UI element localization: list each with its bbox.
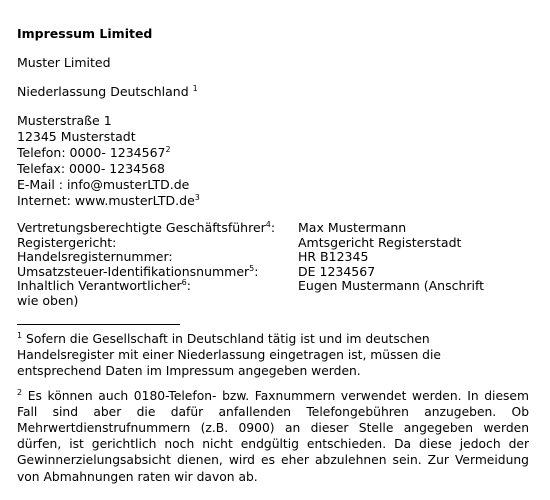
phone-line	[17, 145, 537, 161]
document-heading: Impressum Limited	[17, 26, 153, 41]
detail-value: Max Mustermann	[298, 220, 407, 235]
detail-label-suffix: :	[186, 278, 191, 293]
spacer	[17, 100, 537, 113]
detail-label-text: Vertretungsberechtigte Geschäftsführer	[17, 220, 266, 235]
fax-line: Telefax: 0000- 1234568	[17, 161, 165, 176]
detail-label	[17, 279, 298, 294]
detail-value: Amtsgericht Registerstadt	[298, 234, 462, 250]
detail-label-suffix: :	[254, 263, 259, 279]
detail-value: Eugen Mustermann (Anschrift	[298, 278, 485, 293]
detail-label-text: Registergericht:	[17, 234, 117, 250]
branch-text: Niederlassung Deutschland	[17, 84, 189, 99]
detail-label	[17, 265, 298, 280]
footnote-text: Sofern die Gesellschaft in Deutschland tätig ist und im deutschen Handelsregister mit einer Niederlassung eingetragen ist, müssen die entsprechend Daten im Impressum angegeben werden.	[17, 332, 441, 379]
detail-footnote-marker: 4	[265, 219, 271, 229]
detail-label	[17, 236, 298, 251]
detail-value: HR B12345	[298, 249, 369, 264]
detail-label-text: Handelsregisternummer:	[17, 249, 173, 264]
address-city: 12345 Musterstadt	[17, 129, 136, 144]
detail-label-text: Umsatzsteuer-Identifikationsnummer	[17, 263, 250, 279]
footnote-2	[17, 388, 529, 485]
detail-footnote-marker: 6	[181, 277, 187, 287]
phone-footnote-marker: 2	[165, 144, 171, 154]
spacer	[17, 71, 537, 84]
branch-footnote-marker: 1	[192, 83, 198, 93]
detail-label	[17, 250, 298, 265]
phone-text: Telefon: 0000- 1234567	[17, 145, 166, 160]
spacer	[17, 380, 537, 388]
internet-text: Internet: www.musterLTD.de	[17, 193, 195, 208]
detail-label	[17, 221, 298, 236]
detail-footnote-marker: 5	[249, 263, 255, 273]
address-street: Musterstraße 1	[17, 113, 112, 128]
spacer	[17, 42, 537, 55]
internet-line	[17, 193, 537, 209]
detail-continuation: wie oben)	[17, 292, 79, 308]
impressum-document	[17, 26, 537, 485]
detail-empty-cell	[298, 294, 537, 309]
email-line: E-Mail : info@musterLTD.de	[17, 177, 190, 192]
company-name: Muster Limited	[17, 55, 111, 70]
internet-footnote-marker: 3	[194, 192, 200, 202]
footnote-marker: 1	[17, 330, 23, 340]
detail-label-text: Inhaltlich Verantwortlicher	[17, 278, 182, 293]
branch-line	[17, 84, 537, 100]
detail-value: DE 1234567	[298, 263, 376, 279]
footnote-marker: 2	[17, 387, 23, 397]
footnote-text: Es können auch 0180-Telefon- bzw. Faxnummern verwendet werden. In diesem Fall sind aber die dafür anfallenden Telefongebühren anzugeben. Ob Mehrwertdienstrufnummern (z.B. 0900) an dieser Stelle angegeben werden dürfen, ist gerichtlich noch nicht endgültig entschieden. Da diese jedoch der Gewinnerzielungsabsicht dienen, wird es eher abzulehnen sein. Zur Vermeidung von Abmahnungen raten wir davon ab.	[17, 388, 529, 484]
footnote-divider	[17, 324, 180, 325]
footnote-1	[17, 331, 529, 380]
detail-label-suffix: :	[270, 220, 276, 235]
company-details-table	[17, 221, 537, 308]
